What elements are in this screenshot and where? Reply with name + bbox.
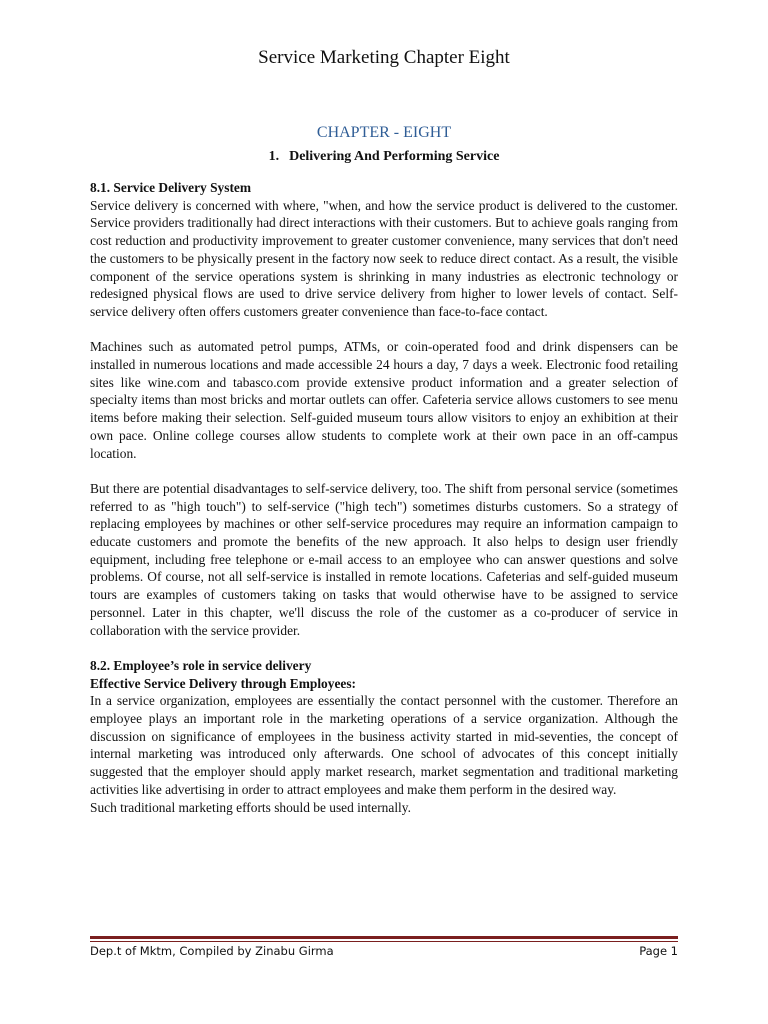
paragraph-spacer <box>90 321 678 339</box>
paragraph-spacer <box>90 639 678 657</box>
chapter-subtitle-text: Delivering And Performing Service <box>289 149 500 164</box>
section-8-1-heading: 8.1. Service Delivery System <box>90 180 252 195</box>
section-8-2-paragraph-1: In a service organization, employees are essentially the contact personnel with the customer. Therefore an employee plays an important role in the marketing operations of a service organization. Although the discussion on significance of employees in the business activity started in mid-seventies, the concept of internal marketing was introduced only afterwards. One school of advocates of this concept initially suggested that the employer should apply market research, market segmentation and traditional marketing activities like advertising in order to attract employees and make them perform in the desired way. <box>90 693 678 797</box>
footer-divider-thick <box>90 936 678 939</box>
chapter-subtitle <box>0 149 768 165</box>
document-body <box>90 179 678 816</box>
section-8-2-heading: 8.2. Employee’s role in service delivery <box>90 657 312 673</box>
footer-divider-thin <box>90 941 678 942</box>
section-8-1-paragraph-1: Service delivery is concerned with where, "when, and how the service product is delivered to the customer. Service providers traditionally had direct interactions with their customers. But to achieve goals ranging from cost reduction and productivity improvement to greater customer convenience, many services that don't need the customers to be physically present in the factory now seek to reduce direct contact. As a result, the visible component of the service operations system is shrinking in many industries as electronic technology or redesigned physical flows are used to drive service delivery from higher to lower levels of contact. Self-service delivery often offers customers greater convenience than face-to-face contact. <box>90 197 678 319</box>
chapter-title: CHAPTER - EIGHT <box>316 124 452 141</box>
page-header-title: Service Marketing Chapter Eight <box>258 47 510 68</box>
footer-author: Dep.t of Mktm, Compiled by Zinabu Girma <box>90 944 334 958</box>
chapter-subtitle-number: 1. <box>268 149 280 164</box>
paragraph-spacer <box>90 462 678 480</box>
footer-divider <box>90 936 678 942</box>
section-8-2-paragraph-2: Such traditional marketing efforts should be used internally. <box>90 799 411 815</box>
section-8-2-subheading: Effective Service Delivery through Employees: <box>90 675 357 691</box>
section-8-1-paragraph-3: But there are potential disadvantages to self-service delivery, too. The shift from personal service (sometimes referred to as "high touch") to self-service ("high tech") sometimes disturbs customers. So a strategy of replacing employees by machines or other self-service procedures may require an information campaign to educate customers and promote the benefits of the new approach. It also helps to design user friendly equipment, including free telephone or e-mail access to an employee who can answer questions and solve problems. Of course, not all self-service is installed in remote locations. Cafeterias and self-guided museum tours are examples of customers taking on tasks that would otherwise have to be assigned to service personnel. Later in this chapter, we'll discuss the role of the customer as a co-producer of service in collaboration with the service provider. <box>90 480 678 638</box>
section-8-1-paragraph-2: Machines such as automated petrol pumps, ATMs, or coin-operated food and drink dispensers can be installed in numerous locations and made accessible 24 hours a day, 7 days a week. Electronic food retailing sites like wine.com and tabasco.com provide extensive product information and a greater selection of specialty items than most bricks and mortar outlets can offer. Cafeteria service allows customers to see menu items before making their selection. Self-guided museum tours allow visitors to enjoy an exhibition at their own pace. Online college courses allow students to complete work at their own pace in an off-campus location. <box>90 339 678 461</box>
footer-page-number: Page 1 <box>639 944 678 958</box>
